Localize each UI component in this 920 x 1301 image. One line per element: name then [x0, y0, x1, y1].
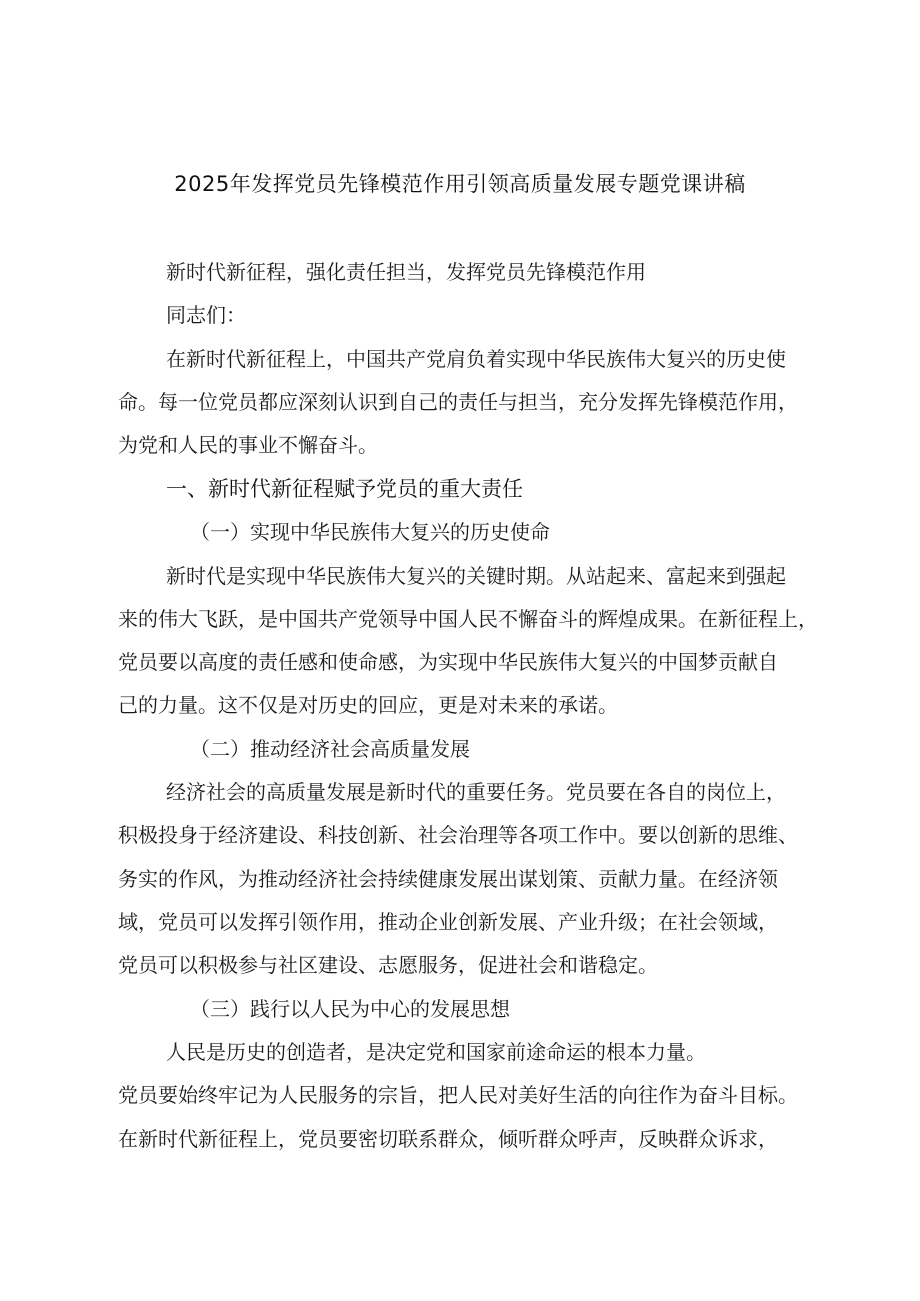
section-heading: 一、新时代新征程赋予党员的重大责任 [166, 477, 523, 501]
intro-line: 为党和人民的事业不懈奋斗。 [118, 433, 378, 457]
paragraph-line: 人民是历史的创造者，是决定党和国家前途命运的根本力量。 [166, 1040, 706, 1064]
paragraph-line: 党员要始终牢记为人民服务的宗旨，把人民对美好生活的向往作为奋斗目标。 [118, 1083, 798, 1107]
intro-line: 命。每一位党员都应深刻认识到自己的责任与担当，充分发挥先锋模范作用， [118, 390, 798, 414]
paragraph-line: 新时代是实现中华民族伟大复兴的关键时期。从站起来、富起来到强起 [166, 564, 786, 588]
paragraph-line: 在新时代新征程上，党员要密切联系群众，倾听群众呼声，反映群众诉求， [118, 1127, 778, 1151]
paragraph-line: 党员可以积极参与社区建设、志愿服务，促进社会和谐稳定。 [118, 953, 658, 977]
paragraph-line: 党员要以高度的责任感和使命感，为实现中华民族伟大复兴的中国梦贡献自 [118, 650, 778, 674]
document-title: 2025年发挥党员先锋模范作用引领高质量发展专题党课讲稿 [174, 172, 746, 196]
document-subtitle: 新时代新征程，强化责任担当，发挥党员先锋模范作用 [166, 260, 646, 284]
paragraph-line: 来的伟大飞跃，是中国共产党领导中国人民不懈奋斗的辉煌成果。在新征程上， [118, 607, 818, 631]
subsection-heading: （二）推动经济社会高质量发展 [190, 737, 470, 761]
paragraph-line: 务实的作风，为推动经济社会持续健康发展出谋划策、贡献力量。在经济领 [118, 867, 778, 891]
paragraph-line: 己的力量。这不仅是对历史的回应，更是对未来的承诺。 [118, 693, 618, 717]
paragraph-line: 经济社会的高质量发展是新时代的重要任务。党员要在各自的岗位上， [166, 780, 786, 804]
paragraph-line: 域，党员可以发挥引领作用，推动企业创新发展、产业升级；在社会领域， [118, 910, 778, 934]
salutation: 同志们： [166, 303, 246, 327]
subsection-heading: （三）践行以人民为中心的发展思想 [190, 997, 510, 1021]
intro-line: 在新时代新征程上，中国共产党肩负着实现中华民族伟大复兴的历史使 [166, 347, 786, 371]
subsection-heading: （一）实现中华民族伟大复兴的历史使命 [190, 520, 550, 544]
paragraph-line: 积极投身于经济建设、科技创新、社会治理等各项工作中。要以创新的思维、 [118, 823, 798, 847]
